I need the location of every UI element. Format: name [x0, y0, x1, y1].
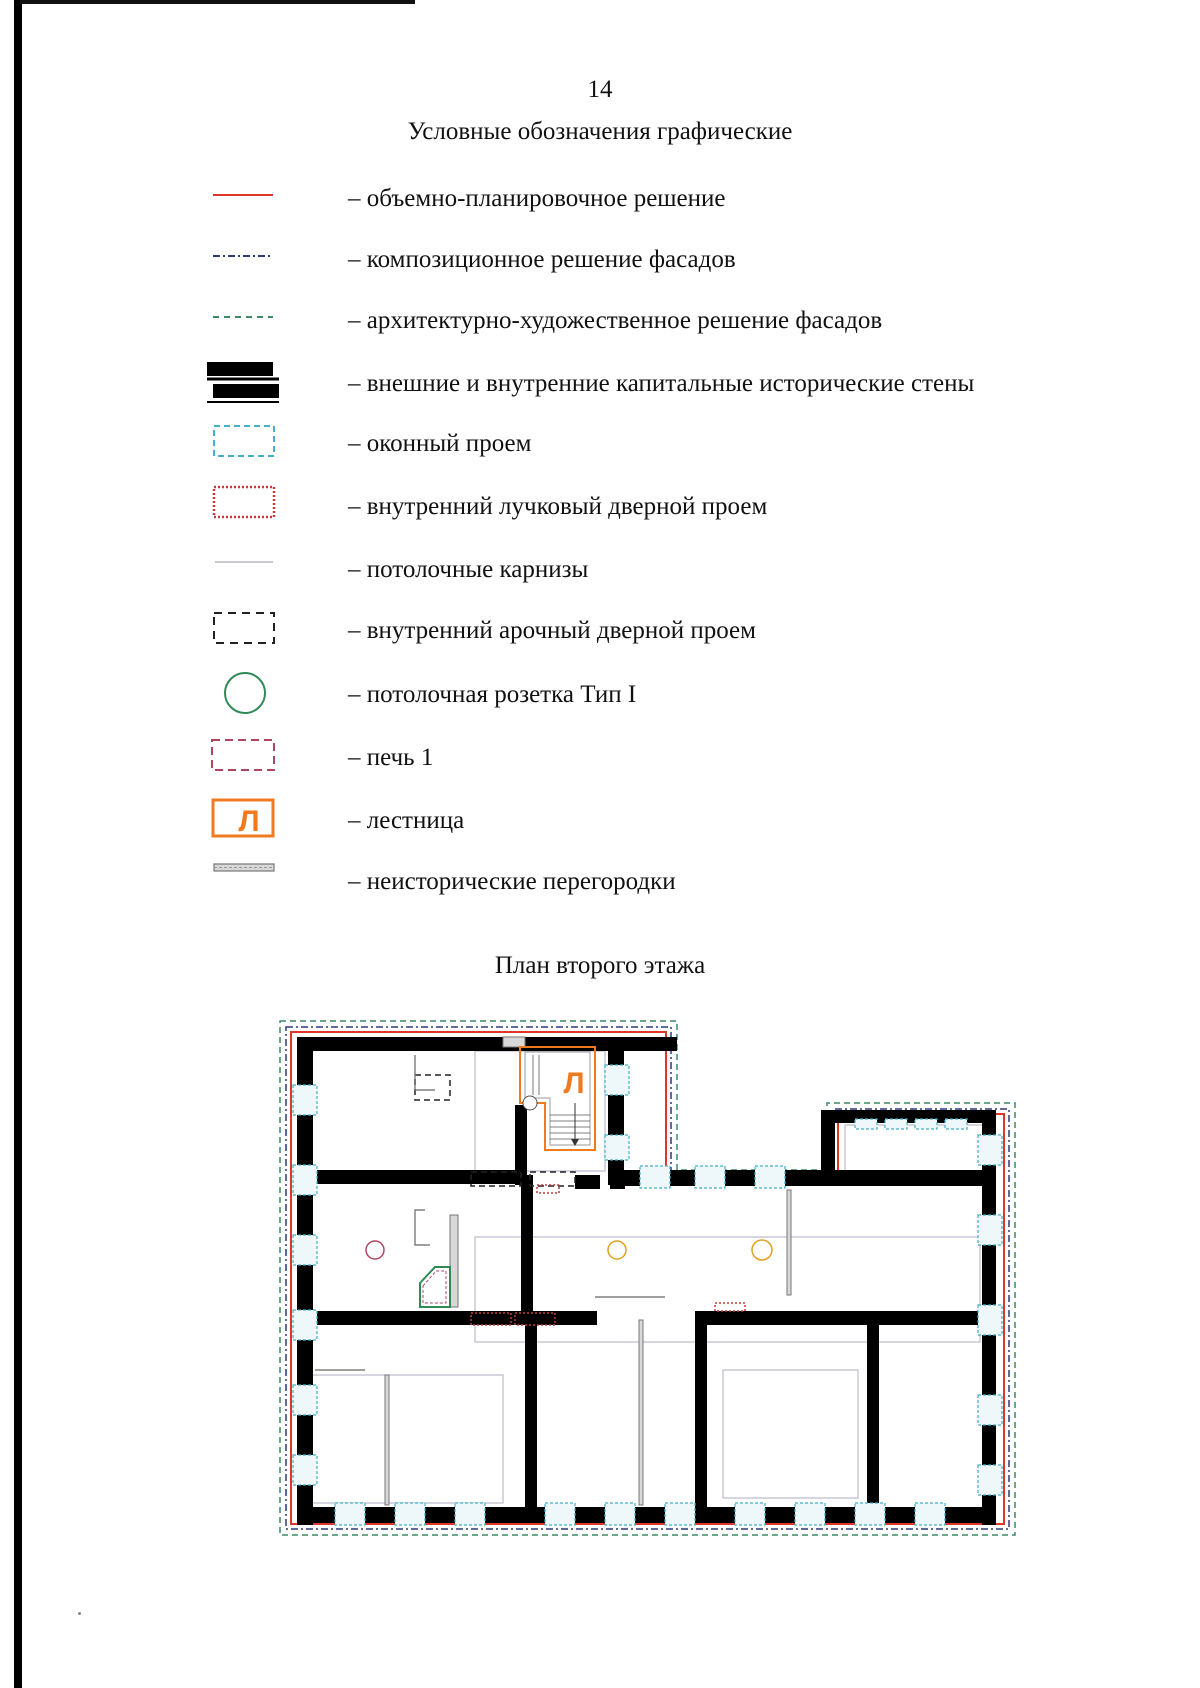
scan-edge-top — [20, 0, 415, 4]
legend-item-label: – лестница — [348, 807, 465, 834]
legend-item-volume-planning — [205, 175, 1125, 225]
staircase-glyph: Л — [238, 805, 260, 838]
legend-item-staircase — [205, 797, 1125, 847]
floor-plan-drawing — [275, 1015, 1035, 1540]
ceiling-rosette-icon — [205, 671, 279, 721]
dash-dot-navy-line-icon — [205, 236, 279, 286]
legend-item-window-opening — [205, 420, 1125, 470]
ceiling-cornice-icon — [205, 546, 279, 596]
legend-item-partitions — [205, 858, 1125, 908]
stove-icon — [205, 734, 279, 784]
non-historic-partitions — [385, 1037, 791, 1505]
legend-item-label: – печь 1 — [348, 744, 434, 771]
bow-door-opening-icon — [205, 483, 279, 533]
page-number: 14 — [587, 76, 613, 103]
legend-item-facade-art — [205, 297, 1125, 347]
legend-item-label: – объемно-планировочное решение — [348, 185, 726, 212]
legend-item-capital-walls — [205, 360, 1125, 410]
capital-walls — [297, 1037, 996, 1525]
legend-item-arched-door — [205, 607, 1125, 657]
scan-speck — [78, 1612, 81, 1615]
legend-title: Условные обозначения графические — [407, 118, 793, 145]
solid-red-line-icon — [205, 175, 279, 225]
arched-door-openings — [415, 1075, 575, 1186]
legend-item-label: – композиционное решение фасадов — [348, 246, 736, 273]
bow-door-openings — [471, 1185, 745, 1325]
legend-item-label: – внутренний арочный дверной проем — [348, 617, 756, 644]
legend-item-label: – внутренний лучковый дверной проем — [348, 493, 768, 520]
floor-plan-title: План второго этажа — [494, 952, 706, 979]
ceiling-rosettes — [366, 1240, 772, 1260]
legend-item-ceiling-cornice — [205, 546, 1125, 596]
legend-item-label: – внешние и внутренние капитальные исторические стены — [348, 370, 975, 397]
legend-item-label: – архитектурно-художественное решение фасадов — [348, 307, 883, 334]
legend-item-bow-door — [205, 483, 1125, 533]
staircase-glyph: Л — [563, 1067, 585, 1100]
dashed-green-line-icon — [205, 297, 279, 347]
legend-item-label: – неисторические перегородки — [348, 868, 676, 895]
window-openings — [293, 1065, 1002, 1525]
legend-item-label: – потолочные карнизы — [348, 556, 589, 583]
legend-item-stove — [205, 734, 1125, 784]
legend-item-facade-composition — [205, 236, 1125, 286]
window-opening-icon — [205, 420, 279, 470]
stove — [420, 1267, 450, 1307]
scan-edge-left — [14, 0, 22, 1688]
non-historic-partition-icon — [205, 858, 279, 908]
arched-door-opening-icon — [205, 607, 279, 657]
legend-item-label: – потолочная розетка Тип I — [348, 681, 637, 708]
legend-item-ceiling-rosette — [205, 671, 1125, 721]
facade-outline-lines — [280, 1021, 1015, 1535]
staircase-icon — [205, 797, 279, 847]
capital-wall-icon — [205, 360, 279, 410]
legend-item-label: – оконный проем — [348, 430, 532, 457]
staircase — [520, 1047, 595, 1150]
